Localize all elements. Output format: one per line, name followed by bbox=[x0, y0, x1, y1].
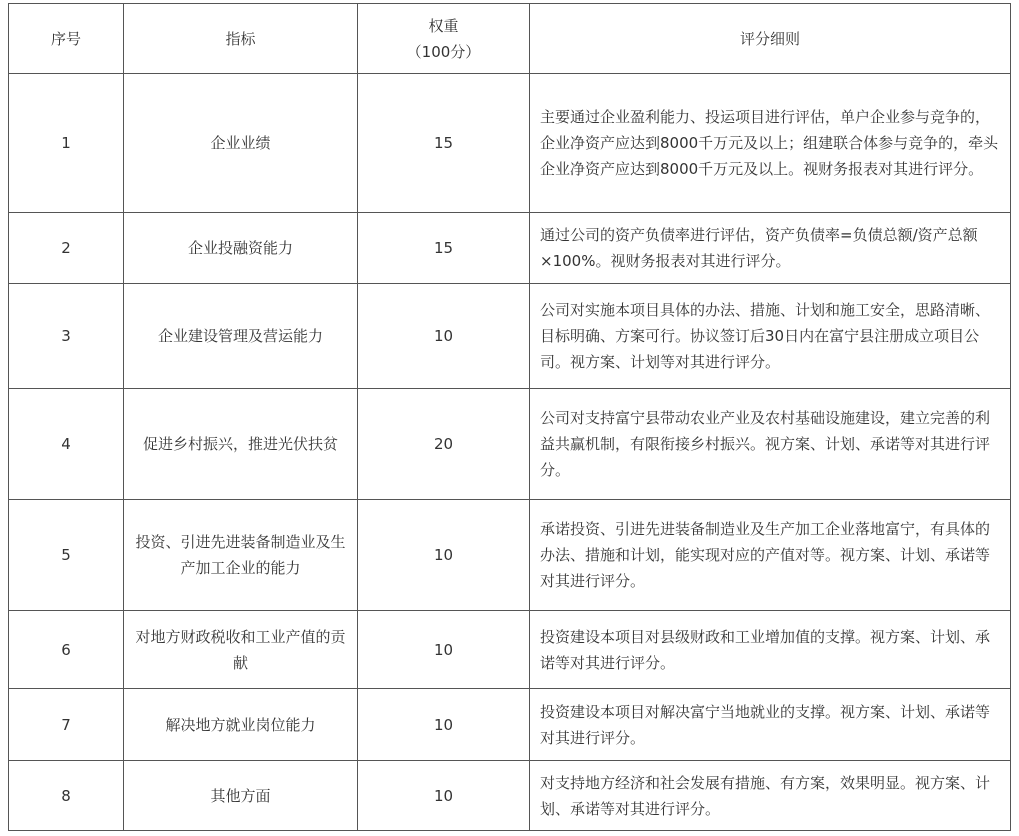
row-indicator: 企业投融资能力 bbox=[124, 213, 358, 284]
row-indicator: 企业业绩 bbox=[124, 74, 358, 213]
row-weight: 10 bbox=[358, 500, 530, 611]
row-index: 2 bbox=[9, 213, 124, 284]
row-index: 4 bbox=[9, 389, 124, 500]
row-rules: 公司对支持富宁县带动农业产业及农村基础设施建设，建立完善的利益共赢机制，有限衔接乡村振兴。视方案、计划、承诺等对其进行评分。 bbox=[530, 389, 1011, 500]
row-indicator: 投资、引进先进装备制造业及生产加工企业的能力 bbox=[124, 500, 358, 611]
row-weight: 10 bbox=[358, 689, 530, 761]
row-rules: 对支持地方经济和社会发展有措施、有方案，效果明显。视方案、计划、承诺等对其进行评分。 bbox=[530, 761, 1011, 831]
header-row bbox=[9, 4, 1011, 74]
header-weight-unit: （100分） bbox=[406, 42, 481, 61]
table-row bbox=[9, 689, 1011, 761]
scoring-table bbox=[8, 3, 1011, 831]
table-row bbox=[9, 74, 1011, 213]
row-rules: 投资建设本项目对解决富宁当地就业的支撑。视方案、计划、承诺等对其进行评分。 bbox=[530, 689, 1011, 761]
row-index: 8 bbox=[9, 761, 124, 831]
header-weight bbox=[358, 4, 530, 74]
row-weight: 15 bbox=[358, 74, 530, 213]
header-rules: 评分细则 bbox=[530, 4, 1011, 74]
row-index: 5 bbox=[9, 500, 124, 611]
table-row bbox=[9, 213, 1011, 284]
row-rules: 公司对实施本项目具体的办法、措施、计划和施工安全，思路清晰、目标明确、方案可行。协议签订后30日内在富宁县注册成立项目公司。视方案、计划等对其进行评分。 bbox=[530, 284, 1011, 389]
row-weight: 10 bbox=[358, 761, 530, 831]
table-row bbox=[9, 761, 1011, 831]
row-weight: 15 bbox=[358, 213, 530, 284]
row-rules: 通过公司的资产负债率进行评估，资产负债率=负债总额/资产总额×100%。视财务报表对其进行评分。 bbox=[530, 213, 1011, 284]
row-indicator: 企业建设管理及营运能力 bbox=[124, 284, 358, 389]
row-rules: 投资建设本项目对县级财政和工业增加值的支撑。视方案、计划、承诺等对其进行评分。 bbox=[530, 611, 1011, 689]
header-indicator: 指标 bbox=[124, 4, 358, 74]
row-indicator: 对地方财政税收和工业产值的贡献 bbox=[124, 611, 358, 689]
row-indicator: 促进乡村振兴，推进光伏扶贫 bbox=[124, 389, 358, 500]
row-index: 1 bbox=[9, 74, 124, 213]
row-index: 6 bbox=[9, 611, 124, 689]
row-indicator: 其他方面 bbox=[124, 761, 358, 831]
row-rules: 主要通过企业盈利能力、投运项目进行评估，单户企业参与竞争的，企业净资产应达到8000千万元及以上；组建联合体参与竞争的，牵头企业净资产应达到8000千万元及以上。视财务报表对其进行评分。 bbox=[530, 74, 1011, 213]
header-weight-label: 权重 bbox=[428, 16, 459, 35]
header-index: 序号 bbox=[9, 4, 124, 74]
row-indicator: 解决地方就业岗位能力 bbox=[124, 689, 358, 761]
table-row bbox=[9, 389, 1011, 500]
row-weight: 10 bbox=[358, 284, 530, 389]
table-row bbox=[9, 611, 1011, 689]
row-index: 3 bbox=[9, 284, 124, 389]
table-row bbox=[9, 284, 1011, 389]
row-index: 7 bbox=[9, 689, 124, 761]
table-row bbox=[9, 500, 1011, 611]
row-weight: 10 bbox=[358, 611, 530, 689]
row-weight: 20 bbox=[358, 389, 530, 500]
row-rules: 承诺投资、引进先进装备制造业及生产加工企业落地富宁，有具体的办法、措施和计划，能实现对应的产值对等。视方案、计划、承诺等对其进行评分。 bbox=[530, 500, 1011, 611]
